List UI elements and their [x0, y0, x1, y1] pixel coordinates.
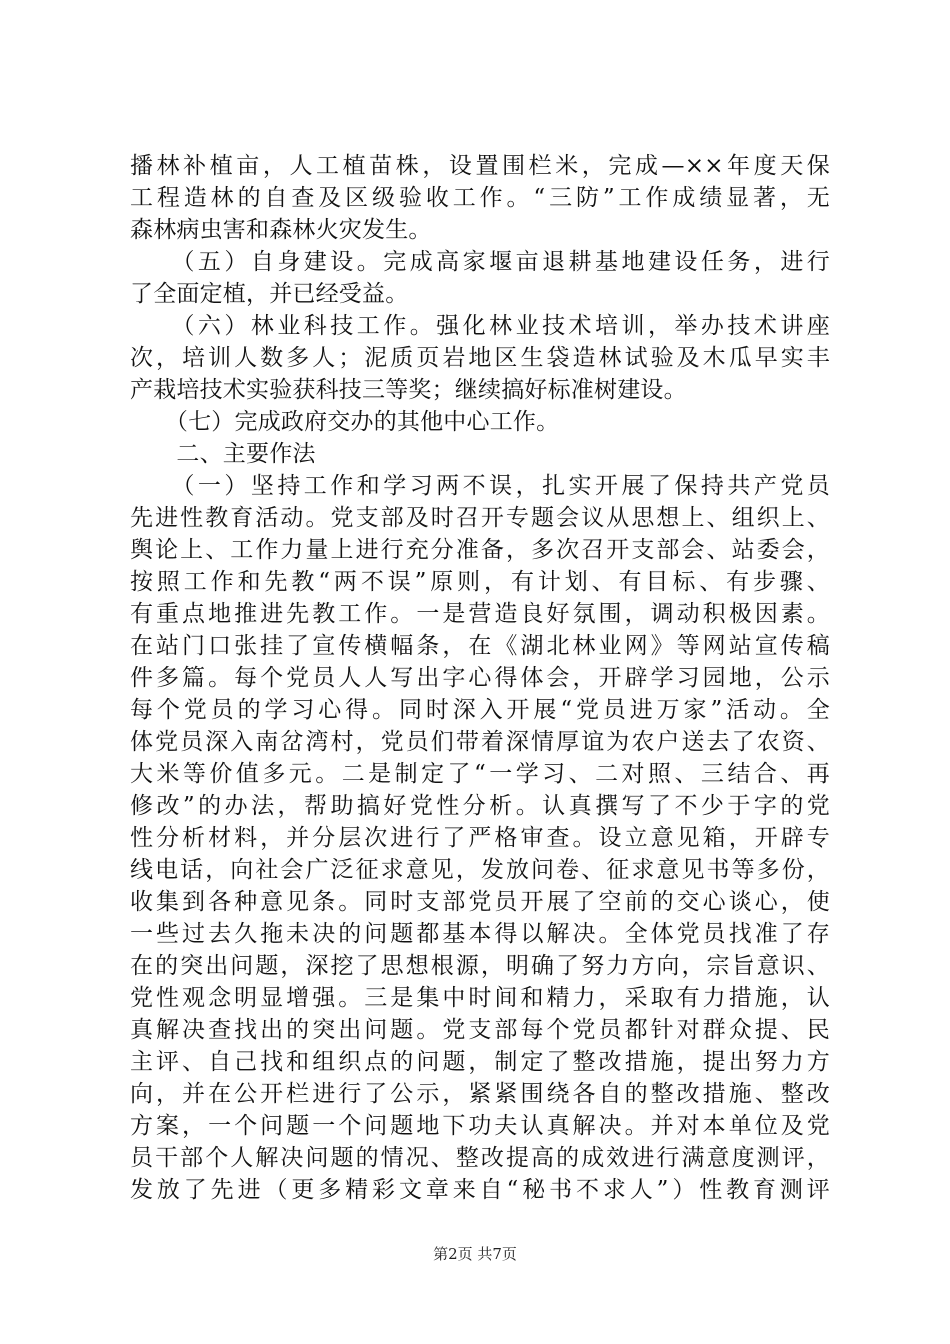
text-line: 方案，一个问题一个问题地下功夫认真解决。并对本单位及党	[130, 1113, 830, 1139]
text-line: 在站门口张挂了宣传横幅条，在《湖北林业网》等网站宣传稿	[130, 633, 830, 659]
text-line: 党性观念明显增强。三是集中时间和精力，采取有力措施，认	[130, 985, 830, 1011]
text-line: 在的突出问题，深挖了思想根源，明确了努力方向，宗旨意识、	[130, 953, 830, 979]
text-line: 向，并在公开栏进行了公示，紧紧围绕各自的整改措施、整改	[130, 1081, 830, 1107]
text-line: 发放了先进（更多精彩文章来自“秘书不求人”）性教育测评	[130, 1177, 830, 1203]
text-line: 件多篇。每个党员人人写出字心得体会，开辟学习园地，公示	[130, 665, 830, 691]
text-line: 性分析材料，并分层次进行了严格审查。设立意见箱，开辟专	[130, 825, 830, 851]
text-line: 播林补植亩，人工植苗株，设置围栏米，完成—××年度天保	[130, 153, 830, 179]
text-line: 主评、自己找和组织点的问题，制定了整改措施，提出努力方	[130, 1049, 830, 1075]
text-line: （五）自身建设。完成高家堰亩退耕基地建设任务，进行	[130, 249, 830, 275]
document-body	[130, 150, 830, 1206]
text-line: （七）完成政府交办的其他中心工作。	[130, 409, 560, 435]
text-line: 修改”的办法，帮助搞好党性分析。认真撰写了不少于字的党	[130, 793, 830, 819]
text-line: 每个党员的学习心得。同时深入开展“党员进万家”活动。全	[130, 697, 830, 723]
text-line: （一）坚持工作和学习两不误，扎实开展了保持共产党员	[130, 473, 830, 499]
text-line: 真解决查找出的突出问题。党支部每个党员都针对群众提、民	[130, 1017, 830, 1043]
text-line: 工程造林的自查及区级验收工作。“三防”工作成绩显著，无	[130, 185, 830, 211]
page-number-footer: 第2页 共7页	[433, 1245, 517, 1263]
text-line: 次，培训人数多人；泥质页岩地区生袋造林试验及木瓜早实丰	[130, 345, 830, 371]
text-line: 大米等价值多元。二是制定了“一学习、二对照、三结合、再	[130, 761, 830, 787]
text-line: 按照工作和先教“两不误”原则，有计划、有目标、有步骤、	[130, 569, 830, 595]
text-line: 了全面定植，并已经受益。	[130, 281, 409, 307]
text-line: 舆论上、工作力量上进行充分准备，多次召开支部会、站委会，	[130, 537, 830, 563]
text-line: 线电话，向社会广泛征求意见，发放问卷、征求意见书等多份，	[130, 857, 830, 883]
text-line: 产栽培技术实验获科技三等奖；继续搞好标准树建设。	[130, 377, 687, 403]
text-line: 体党员深入南岔湾村，党员们带着深情厚谊为农户送去了农资、	[130, 729, 830, 755]
text-line: 收集到各种意见条。同时支部党员开展了空前的交心谈心，使	[130, 889, 830, 915]
text-line: 森林病虫害和森林火灾发生。	[130, 217, 432, 243]
text-line: 员干部个人解决问题的情况、整改提高的成效进行满意度测评，	[130, 1145, 830, 1171]
text-line: 先进性教育活动。党支部及时召开专题会议从思想上、组织上、	[130, 505, 830, 531]
text-line: 一些过去久拖未决的问题都基本得以解决。全体党员找准了存	[130, 921, 830, 947]
text-line: 有重点地推进先教工作。一是营造良好氛围，调动积极因素。	[130, 601, 830, 627]
text-line: 二、主要作法	[130, 441, 316, 467]
text-line: （六）林业科技工作。强化林业技术培训，举办技术讲座	[130, 313, 830, 339]
